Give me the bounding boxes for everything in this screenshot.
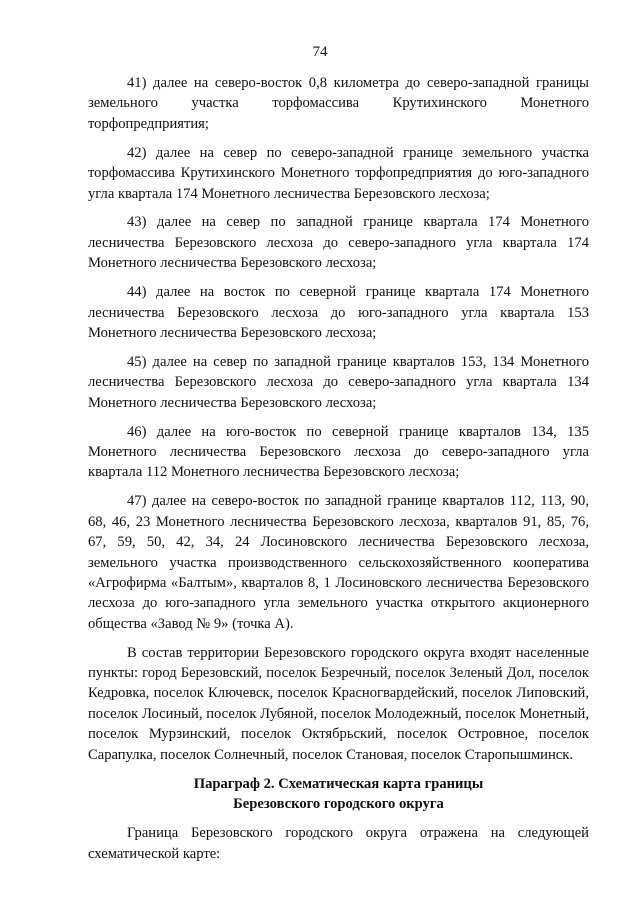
paragraph-item-43: 43) далее на север по западной границе квартала 174 Монетного лесничества Березовского лесхоза до северо-западного угла квартала 174 Монетного лесничества Березовского лесхоза; xyxy=(88,214,589,272)
paragraph-item-46: 46) далее на юго-восток по северной границе кварталов 134, 135 Монетного лесничества Березовского лесхоза до северо-западного угла квартала 112 Монетного лесничества Березовского лесхоза; xyxy=(88,423,589,481)
paragraph-item-45: 45) далее на север по западной границе кварталов 153, 134 Монетного лесничества Березовского лесхоза до северо-западного угла квартала 134 Монетного лесничества Березовского лесхоза; xyxy=(88,353,589,411)
paragraph-item-41: 41) далее на северо-восток 0,8 километра до северо-западной границы земельного участка торфомассива Крутихинского Монетного торфопредприятия; xyxy=(88,75,589,132)
paragraph-item-44: 44) далее на восток по северной границе квартала 174 Монетного лесничества Березовского лесхоза до юго-западного угла квартала 153 Монетного лесничества Березовского лесхоза; xyxy=(88,284,589,341)
settlements-paragraph: В состав территории Березовского городского округа входят населенные пункты: город Березовский, поселок Безречный, поселок Зеленый Дол, поселок Кедровка, поселок Ключевск, поселок Красногвардейский, поселок Липовский, поселок Лосиный, поселок Лубяной, поселок Молодежный, поселок Монетный, поселок Мурзинский, поселок Октябрьский, поселок Островное, поселок Сарапулка, поселок Солнечный, поселок Становая, поселок Старопышминск. xyxy=(88,644,589,763)
page-content xyxy=(88,73,589,873)
page-number: 74 xyxy=(312,44,328,60)
section-heading xyxy=(88,774,589,815)
section-heading-line-1: Параграф 2. Схематическая карта границы xyxy=(193,775,484,792)
section-heading-line-2: Березовского городского округа xyxy=(233,796,444,812)
map-intro-paragraph: Граница Березовского городского округа отражена на следующей схематической карте: xyxy=(88,825,589,862)
paragraph-item-47: 47) далее на северо-восток по западной границе кварталов 112, 113, 90, 68, 46, 23 Монетного лесничества Березовского лесхоза, кварталов 91, 85, 76, 67, 59, 50, 42, 34, 24 Лосиновского лесничества Березовского лесхоза, земельного участка производственного сельскохозяйственного кооператива «Агрофирма «Балтым», кварталов 8, 1 Лосиновского лесничества Березовского лесхоза до юго-западного угла земельного участка открытого акционерного общества «Завод № 9» (точка А). xyxy=(88,493,589,632)
paragraph-item-42: 42) далее на север по северо-западной границе земельного участка торфомассива Крутихинского Монетного торфопредприятия до юго-западного угла квартала 174 Монетного лесничества Березовского лесхоза; xyxy=(88,144,589,202)
